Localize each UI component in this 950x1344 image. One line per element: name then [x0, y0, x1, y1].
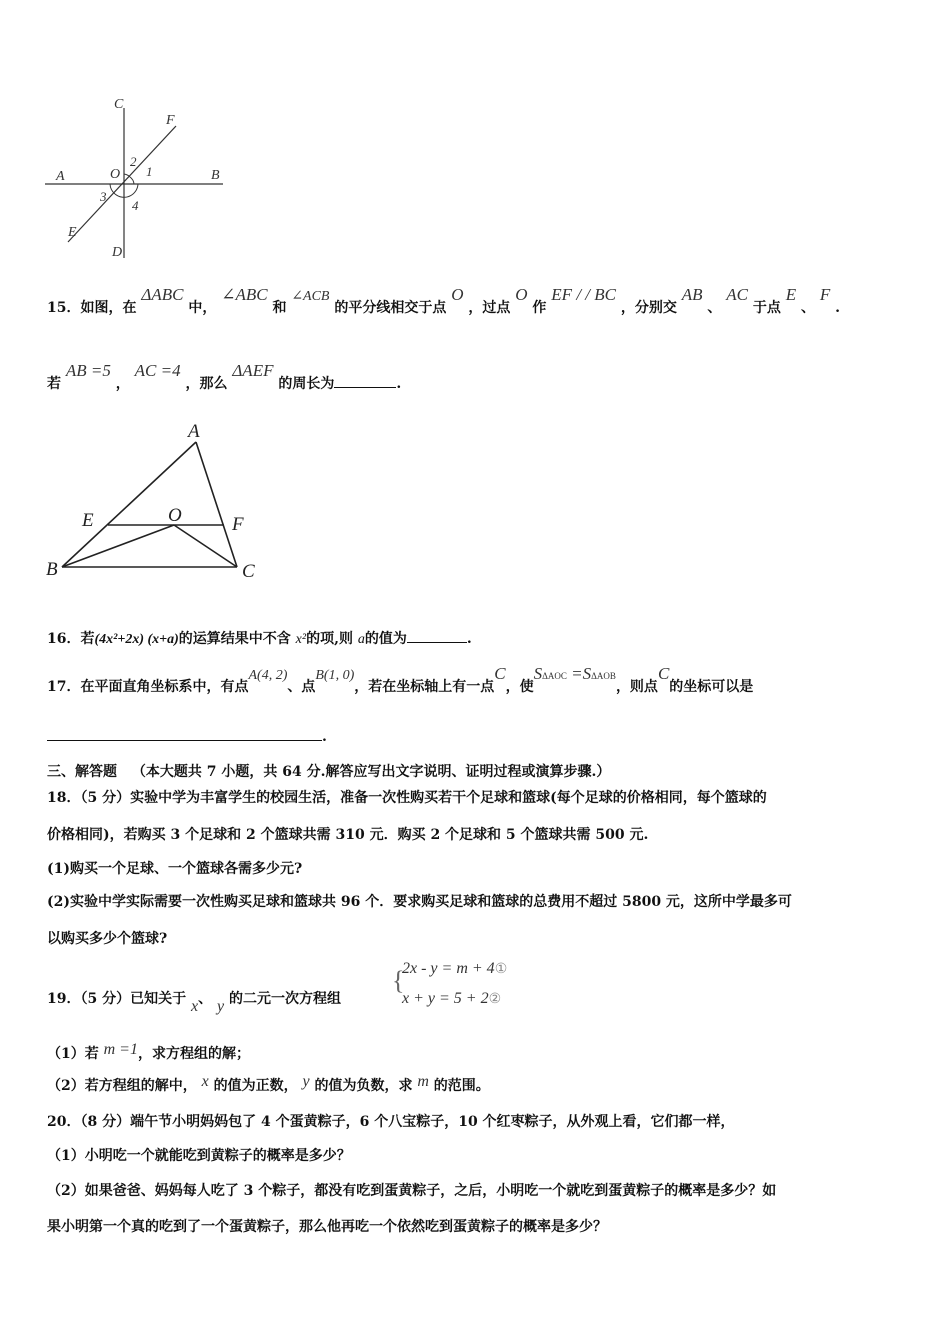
- label-o: O: [110, 167, 121, 182]
- section-3-header: [47, 761, 610, 781]
- q16-line: 16．若(4x²+2x) (x+a)的运算结果中不含 x²的项,则 a的值为 .: [47, 631, 472, 647]
- answer-blank[interactable]: [407, 630, 467, 643]
- q18-part2-line2: 以购买多少个篮球?: [47, 931, 168, 947]
- label-angle-3: 3: [100, 189, 107, 204]
- q20-part2-line1: （2）如果爸爸、妈妈每人吃了 3 个粽子，都没有吃到蛋黄粽子，之后，小明吃一个就吃到蛋黄粽子的概率是多少？如: [47, 1183, 777, 1199]
- q19-part1: （1）若 m =1，求方程组的解；: [47, 1041, 250, 1062]
- q17-answer-line: .: [47, 728, 327, 745]
- question-number: 17．: [47, 679, 81, 695]
- label-c: C: [114, 97, 124, 112]
- answer-blank[interactable]: [47, 728, 322, 741]
- q20-line1: 20．（8 分）端午节小明妈妈包了 4 个蛋黄粽子，6 个八宝粽子，10 个红枣粽子，从外观上看，它们都一样，: [47, 1114, 735, 1130]
- q15-line1: 15．如图，在 ΔABC 中， ∠ABC 和 ∠ACB 的平分线相交于点 O ，过点 O 作 EF / / BC ，分别交 AB 、 AC 于点 E 、 F .: [47, 285, 841, 316]
- q18-line2: 价格相同)，若购买 3 个足球和 2 个篮球共需 310 元．购买 2 个足球和 5 个篮球共需 500 元.: [47, 827, 649, 843]
- section-title: 三、解答题: [47, 764, 117, 780]
- q19-part2: （2）若方程组的解中， x 的值为正数， y 的值为负数，求 m 的范围。: [47, 1073, 490, 1094]
- equation-2: x + y = 5 + 2②: [402, 990, 502, 1007]
- label-e: E: [68, 225, 77, 240]
- angle-arc-1: [130, 177, 134, 184]
- label-b: B: [211, 168, 220, 183]
- label-o: O: [168, 505, 182, 526]
- q17-line: 17．在平面直角坐标系中，有点A(4, 2)、点B(1, 0)，若在坐标轴上有一点C，使SΔAOC =SΔAOB，则点C的坐标可以是: [47, 664, 754, 695]
- label-f: F: [166, 113, 175, 128]
- q15-line2: 若 AB =5 ， AC =4 ，那么 ΔAEF 的周长为 .: [47, 361, 402, 392]
- equation-brace: {: [392, 966, 405, 995]
- figure-triangle: [40, 415, 270, 590]
- q20-part2-line2: 果小明第一个真的吃到了一个蛋黄粽子，那么他再吃一个依然吃到蛋黄粽子的概率是多少？: [47, 1219, 607, 1235]
- label-a: A: [188, 421, 200, 442]
- label-b: B: [46, 559, 58, 580]
- question-number: 15．: [47, 300, 81, 316]
- q20-part1: （1）小明吃一个就能吃到黄粽子的概率是多少？: [47, 1148, 351, 1164]
- section-note: （本大题共 7 小题，共 64 分.解答应写出文字说明、证明过程或演算步骤.）: [131, 764, 611, 780]
- figure-intersecting-lines: [40, 90, 240, 270]
- q18-part1: (1)购买一个足球、一个篮球各需多少元?: [47, 861, 303, 877]
- label-d: D: [112, 245, 123, 260]
- label-angle-2: 2: [130, 154, 137, 169]
- segment-bo: [62, 525, 174, 567]
- side-ac: [196, 442, 237, 567]
- label-angle-1: 1: [146, 164, 153, 179]
- q18-line1: 18．（5 分）实验中学为丰富学生的校园生活，准备一次性购买若干个足球和篮球(每个足球的价格相同，每个篮球的: [47, 790, 767, 806]
- answer-blank[interactable]: [334, 375, 396, 388]
- angle-arc-4: [115, 184, 138, 197]
- q19-line: 19．（5 分）已知关于 x、 y 的二元一次方程组: [47, 991, 341, 1015]
- q18-part2-line1: (2)实验中学实际需要一次性购买足球和篮球共 96 个．要求购买足球和篮球的总费用不超过 5800 元，这所中学最多可: [47, 894, 792, 910]
- segment-oc: [174, 525, 237, 567]
- question-number: 19．（5 分）已知关于: [47, 991, 187, 1007]
- label-a: A: [56, 169, 65, 184]
- equation-1: 2x - y = m + 4①: [402, 960, 508, 977]
- label-e: E: [82, 510, 94, 531]
- question-number: 16．: [47, 631, 81, 647]
- label-f: F: [232, 514, 244, 535]
- label-angle-4: 4: [132, 198, 139, 213]
- label-c: C: [242, 561, 255, 582]
